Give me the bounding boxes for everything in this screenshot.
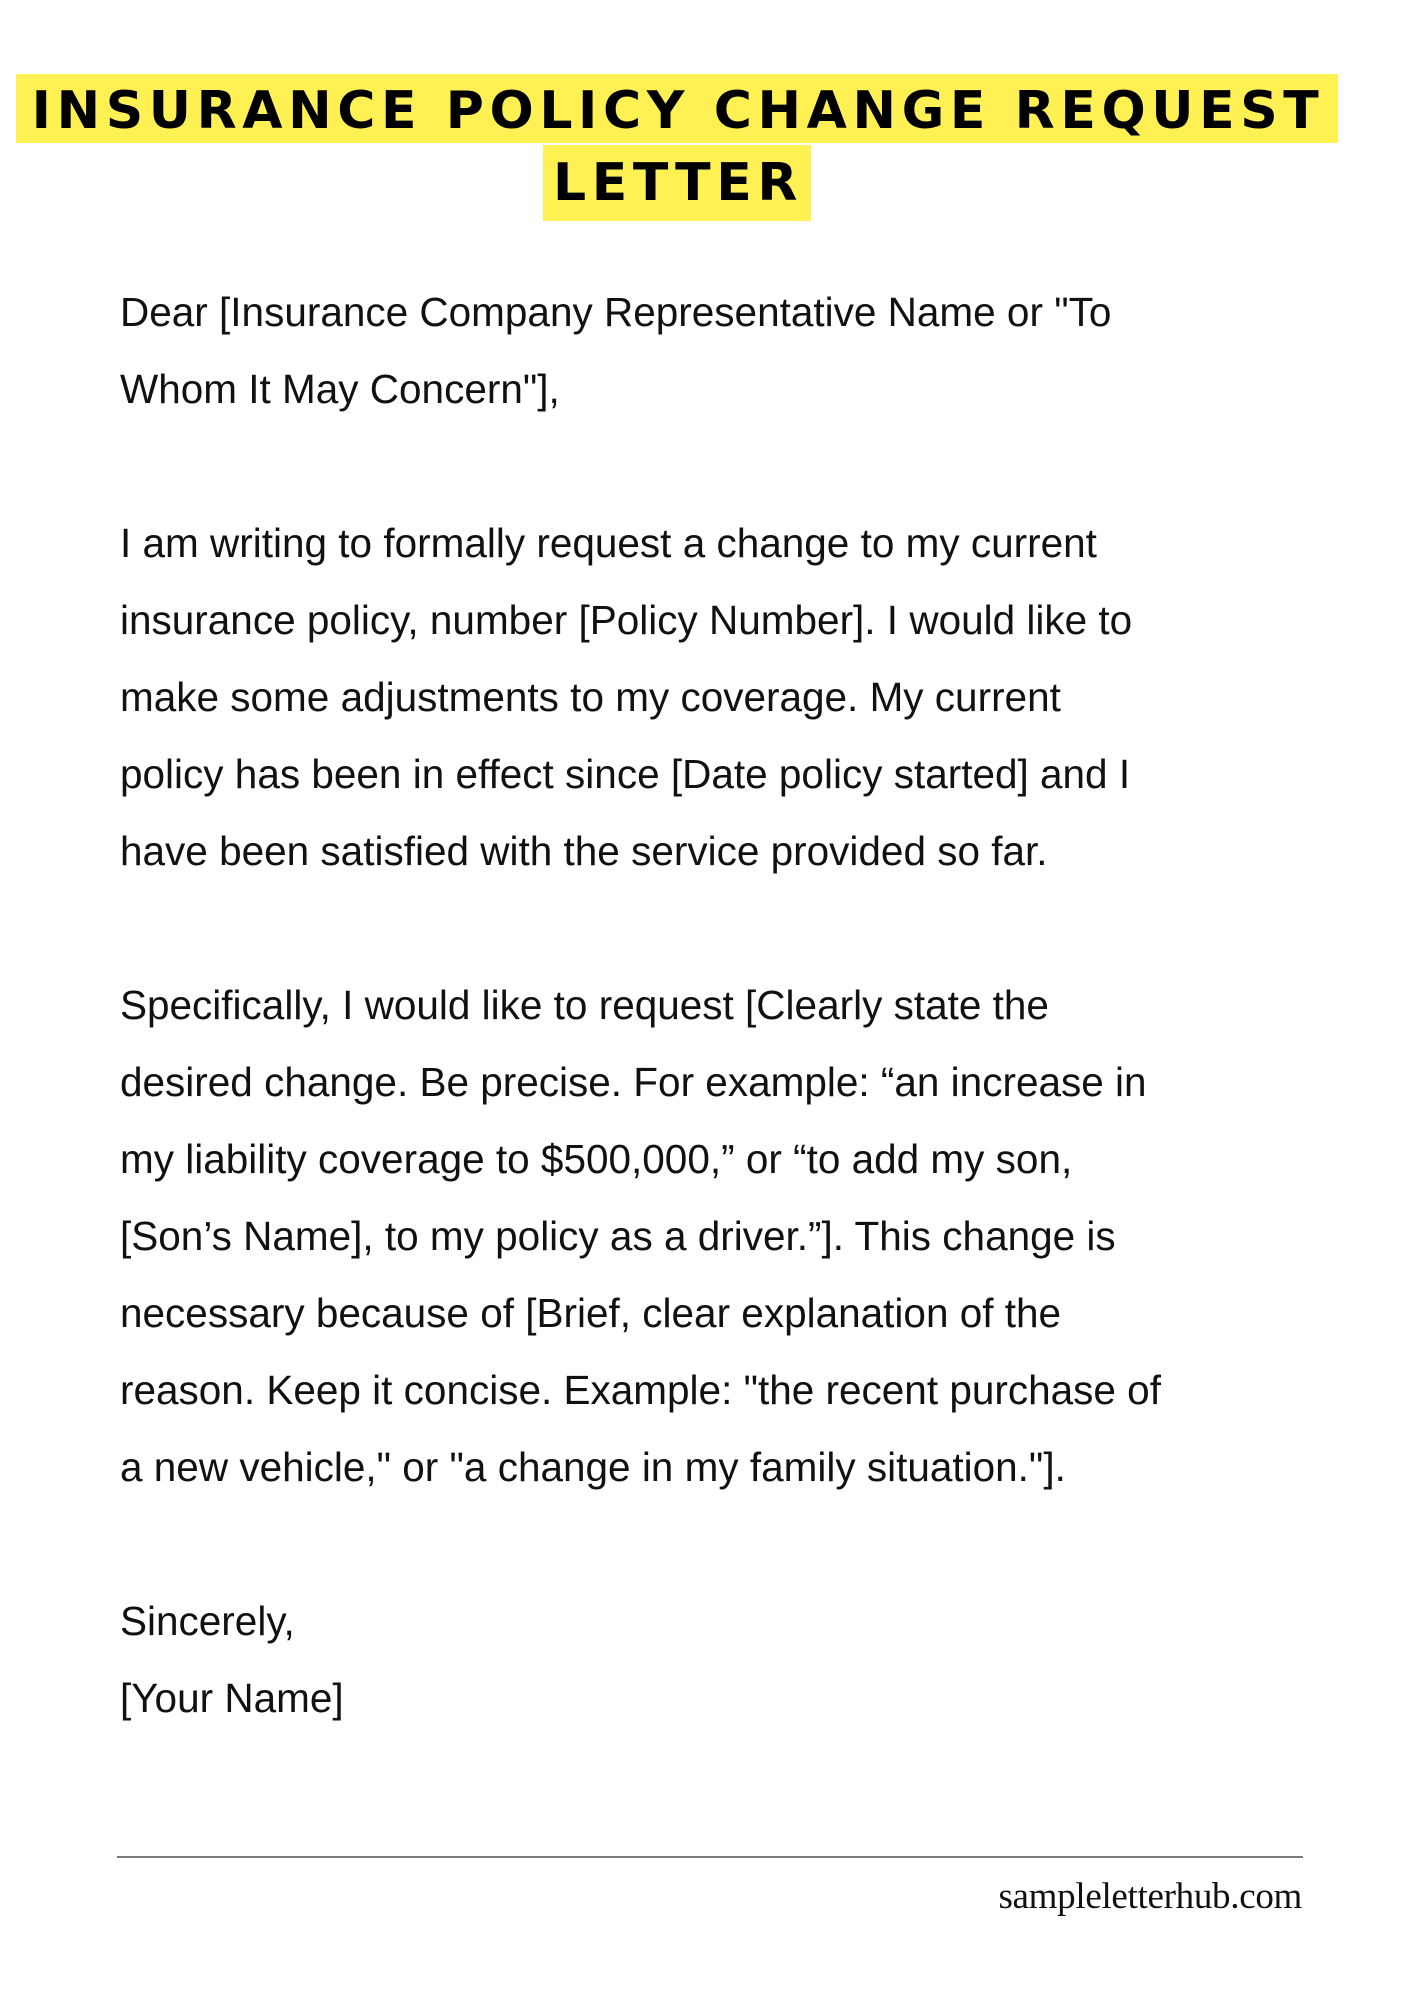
paragraph-intro <box>120 505 1350 890</box>
closing <box>120 1583 1350 1737</box>
footer-divider <box>117 1856 1303 1858</box>
signature-name: [Your Name] <box>120 1675 344 1721</box>
paragraph-line: desired change. Be precise. For example: “an increase in <box>120 1059 1147 1105</box>
title-line-1: INSURANCE POLICY CHANGE REQUEST <box>16 74 1338 143</box>
title-line-2: LETTER <box>543 145 811 221</box>
paragraph-line: necessary because of [Brief, clear explanation of the <box>120 1290 1062 1336</box>
paragraph-request <box>120 967 1350 1506</box>
letter-body <box>120 274 1350 1737</box>
paragraph-line: I am writing to formally request a change to my current <box>120 520 1097 566</box>
paragraph-line: make some adjustments to my coverage. My current <box>120 674 1061 720</box>
paragraph-line: reason. Keep it concise. Example: "the recent purchase of <box>120 1367 1161 1413</box>
paragraph-line: policy has been in effect since [Date policy started] and I <box>120 751 1131 797</box>
paragraph-line: a new vehicle," or "a change in my family situation."]. <box>120 1444 1066 1490</box>
paragraph-line: have been satisfied with the service provided so far. <box>120 828 1048 874</box>
paragraph-line: Specifically, I would like to request [Clearly state the <box>120 982 1049 1028</box>
sign-off: Sincerely, <box>120 1598 295 1644</box>
paragraph-line: [Son’s Name], to my policy as a driver.”]. This change is <box>120 1213 1116 1259</box>
footer-site-name: sampleletterhub.com <box>998 1876 1302 1917</box>
salutation-line: Dear [Insurance Company Representative Name or "To <box>120 289 1112 335</box>
salutation-line: Whom It May Concern"], <box>120 366 560 412</box>
salutation <box>120 274 1350 428</box>
paragraph-line: insurance policy, number [Policy Number]. I would like to <box>120 597 1133 643</box>
paragraph-line: my liability coverage to $500,000,” or “to add my son, <box>120 1136 1073 1182</box>
page-title <box>16 74 1338 221</box>
